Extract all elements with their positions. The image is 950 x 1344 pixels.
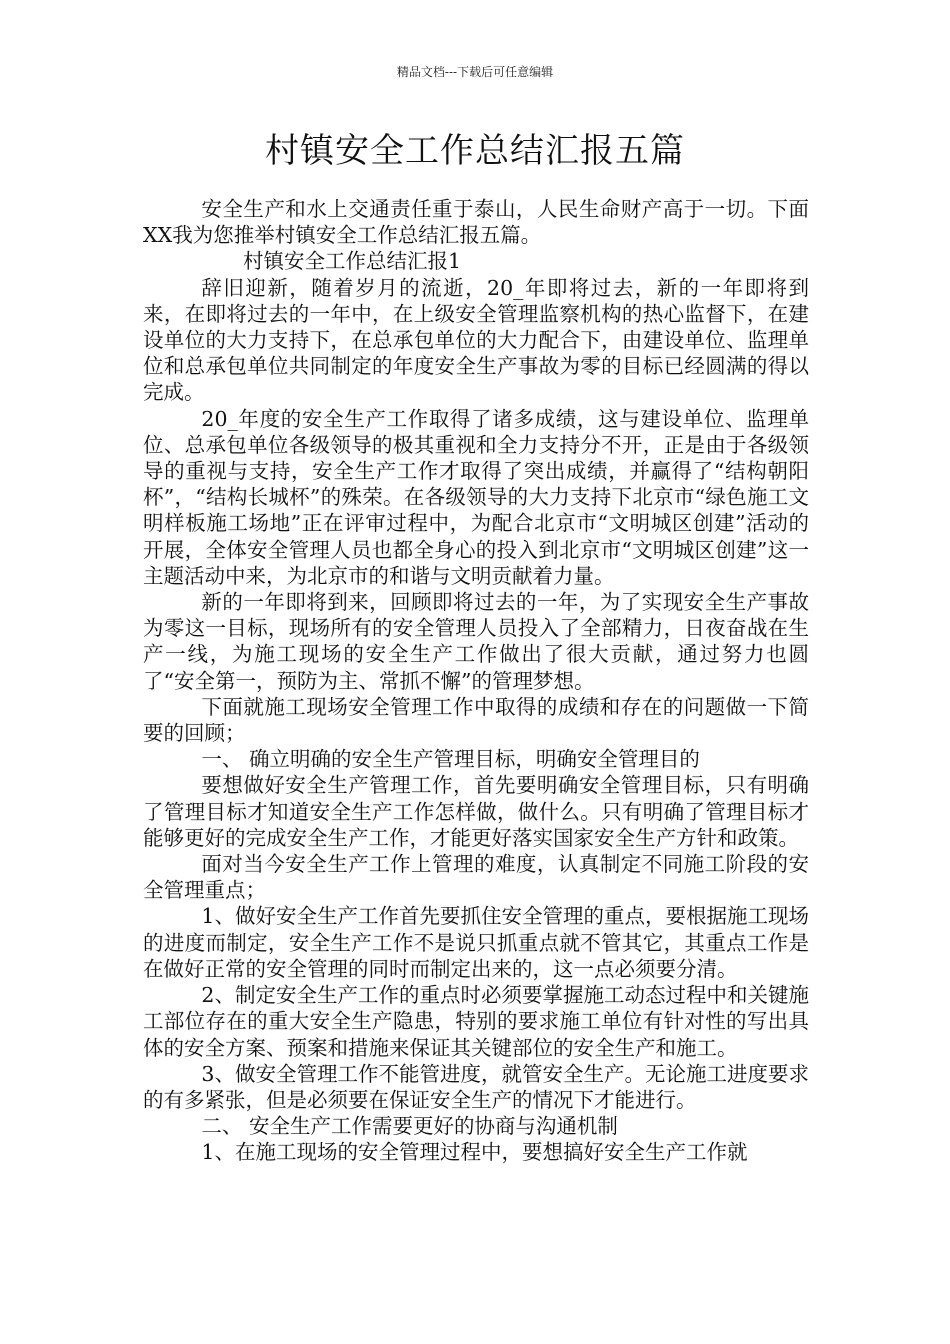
body-paragraph: 要想做好安全生产管理工作，首先要明确安全管理目标，只有明确了管理目标才知道安全生产工作怎样做，做什么。只有明确了管理目标才能够更好的完成安全生产工作，才能更好落实国家安全生产方针和政策。	[143, 773, 809, 850]
subsection-heading: 一、 确立明确的安全生产管理目标，明确安全管理目的	[201, 747, 700, 772]
intro-paragraph: 安全生产和水上交通责任重于泰山，人民生命财产高于一切。下面XX我为您推举村镇安全工作总结汇报五篇。	[143, 197, 809, 248]
body-paragraph: 辞旧迎新，随着岁月的流逝，20_年即将过去，新的一年即将到来，在即将过去的一年中，在上级安全管理监察机构的热心监督下，在建设单位的大力支持下，在总承包单位的大力配合下，由建设单位、监理单位和总承包单位共同制定的年度安全生产事故为零的目标已经圆满的得以完成。	[143, 275, 809, 405]
list-item: 1、在施工现场的安全管理过程中，要想搞好安全生产工作就	[201, 1140, 748, 1165]
list-item: 3、做安全管理工作不能管进度，就管安全生产。无论施工进度要求的有多紧张，但是必须要在保证安全生产的情况下才能进行。	[143, 1061, 809, 1112]
list-item: 2、制定安全生产工作的重点时必须要掌握施工动态过程中和关键施工部位存在的重大安全生产隐患，特别的要求施工单位有针对性的写出具体的安全方案、预案和措施来保证其关键部位的安全生产和施工。	[143, 983, 809, 1060]
body-paragraph: 下面就施工现场安全管理工作中取得的成绩和存在的问题做一下简要的回顾；	[143, 694, 809, 746]
subsection-heading: 二、 安全生产工作需要更好的协商与沟通机制	[201, 1114, 618, 1139]
list-item: 1、做好安全生产工作首先要抓住安全管理的重点，要根据施工现场的进度而制定，安全生产工作不是说只抓重点就不管其它，其重点工作是在做好正常的安全管理的同时而制定出来的，这一点必须要分清。	[143, 904, 809, 981]
section-heading: 村镇安全工作总结汇报1	[243, 249, 462, 274]
document-title: 村镇安全工作总结汇报五篇	[265, 131, 685, 171]
body-paragraph: 面对当今安全生产工作上管理的难度，认真制定不同施工阶段的安全管理重点；	[143, 852, 809, 903]
document-body	[143, 196, 809, 1166]
page-header: 精品文档---下载后可任意编辑	[396, 65, 554, 79]
body-paragraph: 新的一年即将到来，回顾即将过去的一年，为了实现安全生产事故为零这一目标，现场所有的安全管理人员投入了全部精力，日夜奋战在生产一线，为施工现场的安全生产工作做出了很大贡献，通过努力也圆了“安全第一，预防为主、常抓不懈”的管理梦想。	[143, 590, 809, 693]
body-paragraph: 20_年度的安全生产工作取得了诸多成绩，这与建设单位、监理单位、总承包单位各级领导的极其重视和全力支持分不开，正是由于各级领导的重视与支持，安全生产工作才取得了突出成绩，并赢得了“结构朝阳杯”，“结构长城杯”的殊荣。在各级领导的大力支持下北京市“绿色施工文明样板施工场地”正在评审过程中，为配合北京市“文明城区创建”活动的开展，全体安全管理人员也都全身心的投入到北京市“文明城区创建”这一主题活动中来，为北京市的和谐与文明贡献着力量。	[143, 406, 809, 588]
